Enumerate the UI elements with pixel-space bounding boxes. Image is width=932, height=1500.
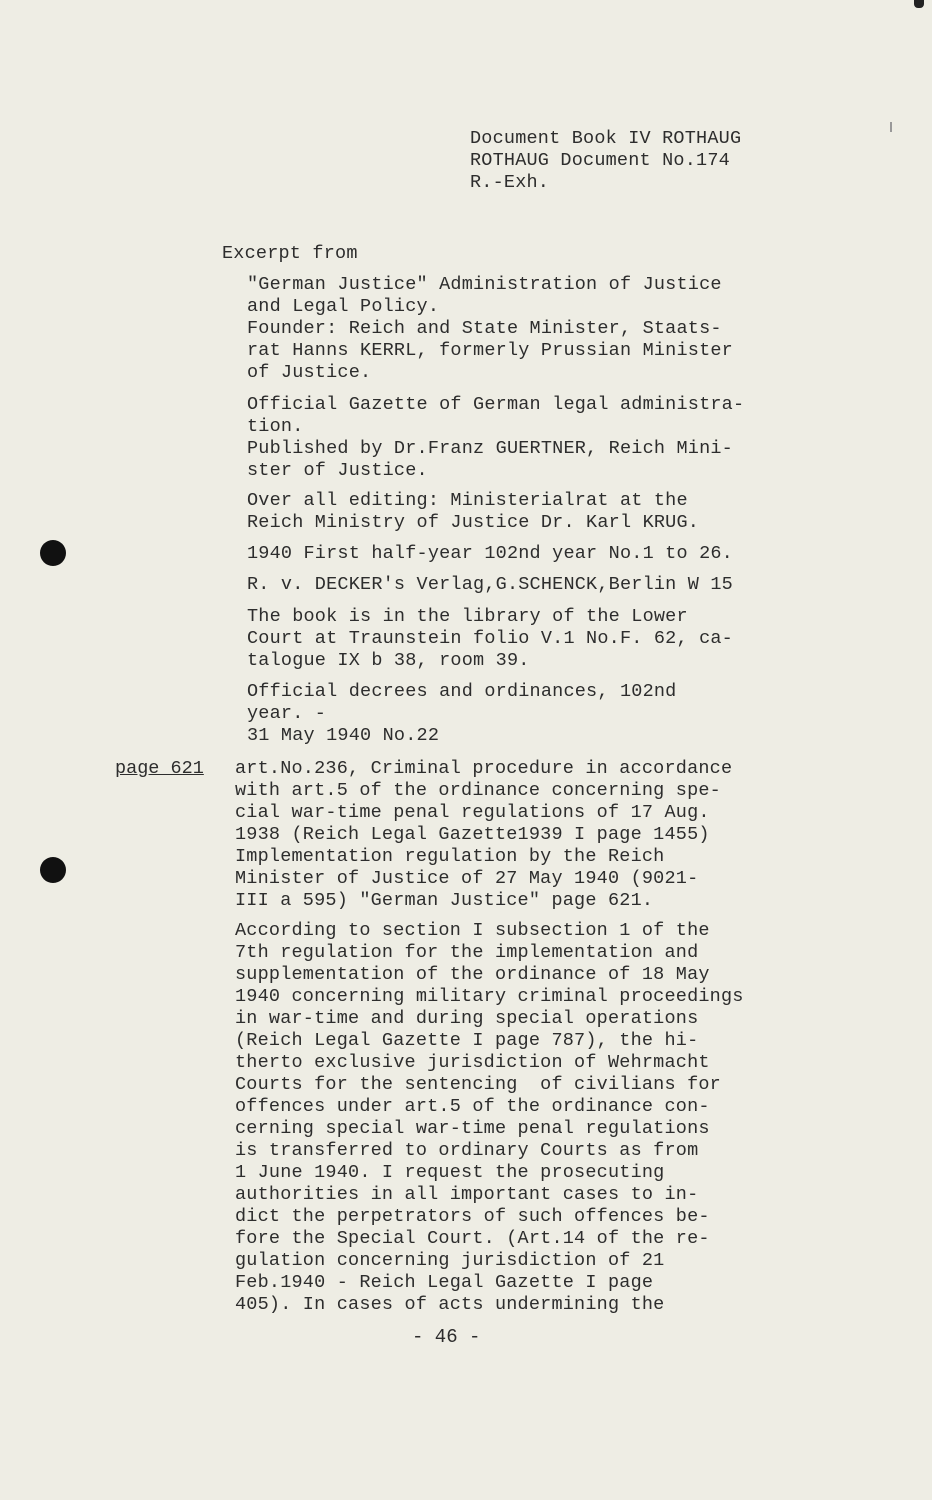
body-paragraph-1 <box>235 758 732 912</box>
text-line: "German Justice" Administration of Justice <box>247 274 722 295</box>
punch-hole-bottom <box>40 857 66 883</box>
text-line: ster of Justice. <box>247 460 428 481</box>
text-line: dict the perpetrators of such offences be- <box>235 1206 710 1227</box>
stray-mark <box>890 122 892 132</box>
header-line-2: ROTHAUG Document No.174 <box>470 150 730 171</box>
text-line: year. - <box>247 703 327 724</box>
text-line: cial war-time penal regulations of 17 Aug. <box>235 802 710 823</box>
text-line: 7th regulation for the implementation and <box>235 942 699 963</box>
source-paragraph-3 <box>247 490 699 534</box>
text-line: 1940 concerning military criminal proceedings <box>235 986 744 1007</box>
text-line: Founder: Reich and State Minister, Staats- <box>247 318 722 339</box>
text-line: supplementation of the ordinance of 18 May <box>235 964 710 985</box>
excerpt-heading: Excerpt from <box>222 243 358 264</box>
text-line: 1938 (Reich Legal Gazette1939 I page 1455) <box>235 824 710 845</box>
text-line: Over all editing: Ministerialrat at the <box>247 490 688 511</box>
source-paragraph-4 <box>247 543 733 565</box>
text-line: is transferred to ordinary Courts as from <box>235 1140 699 1161</box>
source-paragraph-5 <box>247 574 733 596</box>
text-line: authorities in all important cases to in- <box>235 1184 699 1205</box>
text-line: rat Hanns KERRL, formerly Prussian Minister <box>247 340 733 361</box>
source-paragraph-2 <box>247 394 744 482</box>
text-line: art.No.236, Criminal procedure in accordance <box>235 758 733 779</box>
text-line: Published by Dr.Franz GUERTNER, Reich Mini- <box>247 438 733 459</box>
text-line: in war-time and during special operations <box>235 1008 699 1029</box>
text-line: (Reich Legal Gazette I page 787), the hi- <box>235 1030 699 1051</box>
text-line: offences under art.5 of the ordinance con- <box>235 1096 710 1117</box>
text-line: Implementation regulation by the Reich <box>235 846 665 867</box>
source-paragraph-6 <box>247 606 733 672</box>
source-paragraph-1 <box>247 274 733 384</box>
corner-mark <box>914 0 924 8</box>
body-paragraph-2 <box>235 920 744 1316</box>
text-line: with art.5 of the ordinance concerning spe- <box>235 780 721 801</box>
text-line: Feb.1940 - Reich Legal Gazette I page <box>235 1272 654 1293</box>
text-line: therto exclusive jurisdiction of Wehrmacht <box>235 1052 710 1073</box>
text-line: talogue IX b 38, room 39. <box>247 650 530 671</box>
header-line-3: R.-Exh. <box>470 172 550 193</box>
text-line: tion. <box>247 416 304 437</box>
source-paragraph-7 <box>247 681 676 747</box>
text-line: 31 May 1940 No.22 <box>247 725 440 746</box>
text-line: Reich Ministry of Justice Dr. Karl KRUG. <box>247 512 700 533</box>
punch-hole-top <box>40 540 66 566</box>
text-line: fore the Special Court. (Art.14 of the re- <box>235 1228 710 1249</box>
header-line-1: Document Book IV ROTHAUG <box>470 128 742 149</box>
text-line: According to section I subsection 1 of the <box>235 920 710 941</box>
text-line: The book is in the library of the Lower <box>247 606 688 627</box>
text-line: Court at Traunstein folio V.1 No.F. 62, ca- <box>247 628 733 649</box>
text-line: III a 595) "German Justice" page 621. <box>235 890 654 911</box>
text-line: Official decrees and ordinances, 102nd <box>247 681 677 702</box>
text-line: gulation concerning jurisdiction of 21 <box>235 1250 665 1271</box>
text-line: Minister of Justice of 27 May 1940 (9021- <box>235 868 699 889</box>
text-line: of Justice. <box>247 362 372 383</box>
text-line: R. v. DECKER's Verlag,G.SCHENCK,Berlin W 15 <box>247 574 733 595</box>
margin-page-reference: page 621 <box>115 758 204 779</box>
text-line: 405). In cases of acts undermining the <box>235 1294 665 1315</box>
page-number: - 46 - <box>412 1326 481 1348</box>
text-line: Courts for the sentencing of civilians for <box>235 1074 721 1095</box>
text-line: Official Gazette of German legal administra- <box>247 394 745 415</box>
text-line: 1 June 1940. I request the prosecuting <box>235 1162 665 1183</box>
text-line: cerning special war-time penal regulations <box>235 1118 710 1139</box>
text-line: and Legal Policy. <box>247 296 440 317</box>
text-line: 1940 First half-year 102nd year No.1 to 26. <box>247 543 733 564</box>
